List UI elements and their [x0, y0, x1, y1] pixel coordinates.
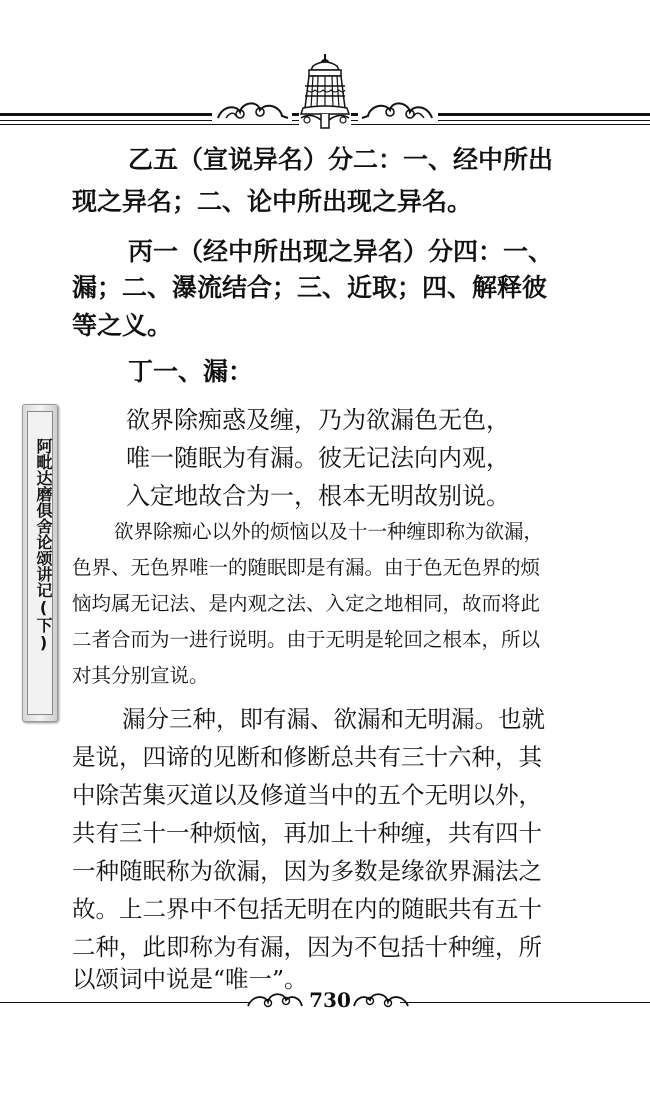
paragraph1-line2: 色界、无色界唯一的随眠即是有漏。由于色无色界的烦: [72, 556, 541, 579]
heading-bing1-line3: 等之义。: [72, 311, 173, 340]
left-header-cloud-ornament-icon: [212, 92, 292, 128]
verse-line-3: 入定地故合为一，根本无明故别说。: [126, 482, 510, 510]
paragraph2-line3: 中除苦集灭道以及修道当中的五个无明以外，: [72, 781, 542, 809]
dharma-victory-banner-icon: [285, 52, 365, 132]
heading-bing1-line1: 丙一（经中所出现之异名）分四：一、: [128, 237, 554, 266]
footer-rule-right: [400, 1002, 650, 1003]
paragraph1-line1: 欲界除痴心以外的烦恼以及十一种缠即称为欲漏，: [114, 520, 544, 543]
footer-right-cloud-ornament-icon: [350, 986, 412, 1014]
side-book-title-tab: [22, 404, 58, 722]
heading-bing1-line2: 漏；二、瀑流结合；三、近取；四、解释彼: [72, 273, 548, 302]
heading-yi5-line1: 乙五（宣说异名）分二：一、经中所出: [128, 145, 554, 174]
paragraph2-line2: 是说，四谛的见断和修断总共有三十六种，其: [72, 743, 542, 771]
footer-rule-left: [0, 1002, 250, 1003]
right-header-cloud-ornament-icon: [358, 92, 438, 128]
heading-yi5-line2: 现之异名；二、论中所出现之异名。: [72, 187, 473, 216]
paragraph2-line4: 共有三十一种烦恼，再加上十种缠，共有四十: [72, 819, 542, 847]
page-number: 730: [309, 988, 351, 1012]
paragraph2-line6: 故。上二界中不包括无明在内的随眠共有五十: [72, 895, 542, 923]
verse-line-1: 欲界除痴惑及缠，乃为欲漏色无色，: [126, 406, 510, 434]
paragraph1-line4: 二者合而为一进行说明。由于无明是轮回之根本，所以: [72, 628, 541, 651]
paragraph2-line7: 二种，此即称为有漏，因为不包括十种缠，所: [72, 933, 542, 961]
heading-ding1: 丁一、漏：: [128, 357, 254, 386]
footer-left-cloud-ornament-icon: [244, 986, 306, 1014]
book-title-vertical: 阿毗达磨俱舍论颂讲记(下): [34, 438, 53, 652]
verse-line-2: 唯一随眠为有漏。彼无记法向内观，: [126, 444, 510, 472]
paragraph2-line8: 以颂词中说是“唯一”。: [72, 965, 308, 993]
paragraph2-line1: 漏分三种，即有漏、欲漏和无明漏。也就: [122, 705, 545, 733]
paragraph1-line5: 对其分别宣说。: [72, 664, 209, 687]
side-tab-inner-frame: [27, 411, 53, 715]
paragraph1-line3: 恼均属无记法、是内观之法、入定之地相同，故而将此: [72, 592, 541, 615]
paragraph2-line5: 一种随眠称为欲漏，因为多数是缘欲界漏法之: [72, 857, 542, 885]
